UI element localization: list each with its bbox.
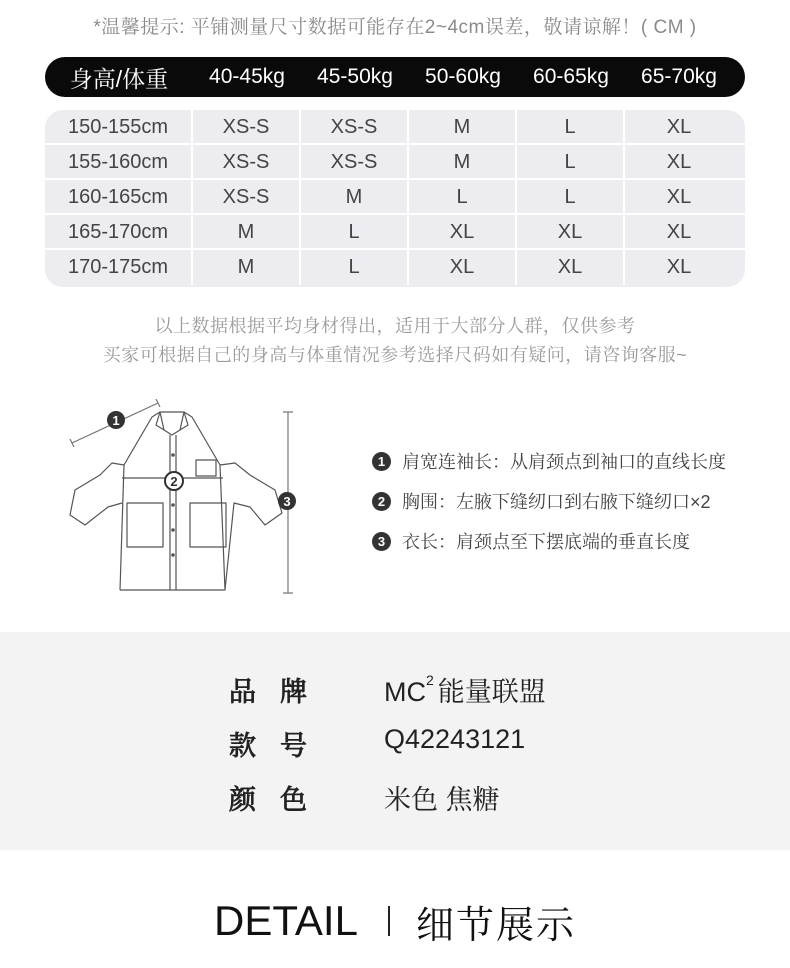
- height-cell: 150-155cm: [45, 110, 193, 145]
- size-cell: L: [517, 145, 625, 180]
- style-label: 款号: [229, 731, 331, 761]
- table-row: [45, 215, 745, 250]
- marker-1: [107, 411, 125, 429]
- marker-3: [278, 492, 296, 510]
- size-cell: XS-S: [301, 145, 409, 180]
- marker-1-label: 1: [112, 413, 120, 428]
- size-cell: XL: [517, 215, 625, 250]
- size-cell: M: [409, 145, 517, 180]
- table-row: [45, 180, 745, 215]
- note-line-2: 买家可根据自己的身高与体重情况参考选择尺码如有疑问，请咨询客服~: [102, 345, 688, 365]
- height-cell: 155-160cm: [45, 145, 193, 180]
- height-cell: 165-170cm: [45, 215, 193, 250]
- legend-text: 胸围：左腋下缝纫口到右腋下缝纫口×2: [402, 492, 711, 512]
- shoulder-line: [124, 412, 220, 465]
- brand-label: 品牌: [229, 677, 331, 707]
- size-cell: XL: [666, 256, 692, 278]
- legend-number-2: 2: [372, 492, 391, 511]
- button: [171, 453, 175, 457]
- right-pocket: [190, 503, 226, 547]
- header-weight-col: 40-45kg: [209, 65, 285, 88]
- size-cell: L: [301, 215, 409, 250]
- brand-value-rest: 能量联盟: [437, 677, 546, 707]
- legend-item-length: [372, 528, 690, 554]
- button: [171, 528, 175, 532]
- info-row-color: [0, 778, 790, 818]
- size-cell: XS-S: [301, 110, 409, 145]
- product-info-section: [0, 632, 790, 850]
- marker-2: [165, 472, 183, 490]
- brand-value-main: MC: [384, 677, 426, 707]
- marker-3-label: 3: [283, 494, 291, 509]
- size-cell: M: [409, 110, 517, 145]
- legend-item-chest: [372, 488, 711, 514]
- table-row: [45, 110, 745, 145]
- size-cell: XL: [666, 186, 692, 208]
- size-cell: XL: [517, 250, 625, 285]
- note-line-1: 以上数据根据平均身材得出，适用于大部分人群，仅供参考: [154, 316, 636, 336]
- chest-pocket: [196, 460, 216, 476]
- header-weight-col: 45-50kg: [317, 65, 393, 88]
- size-chart-header: [45, 57, 745, 97]
- legend-text: 肩宽连袖长：从肩颈点到袖口的直线长度: [402, 452, 726, 472]
- height-cell: 170-175cm: [45, 250, 193, 285]
- legend-number-1: 1: [372, 452, 391, 471]
- size-cell: XS-S: [193, 110, 301, 145]
- size-cell: L: [301, 250, 409, 285]
- placket: [170, 435, 176, 590]
- size-cell: XL: [666, 151, 692, 173]
- detail-divider: [388, 906, 390, 936]
- header-weight-col: 50-60kg: [425, 65, 501, 88]
- detail-heading-cn: 细节展示: [415, 904, 576, 947]
- size-cell: XL: [666, 116, 692, 138]
- size-cell: XS-S: [193, 180, 301, 215]
- size-cell: L: [517, 180, 625, 215]
- height-cell: 160-165cm: [45, 180, 193, 215]
- size-cell: M: [301, 180, 409, 215]
- size-cell: L: [409, 180, 517, 215]
- brand-value: [384, 670, 546, 709]
- size-cell: XL: [409, 250, 517, 285]
- garment-measurement-diagram: [60, 395, 310, 605]
- size-cell: XL: [666, 221, 692, 243]
- style-value: Q42243121: [384, 724, 526, 754]
- button: [171, 553, 175, 557]
- size-cell: L: [517, 110, 625, 145]
- size-cell: M: [193, 215, 301, 250]
- color-value: 米色 焦糖: [384, 785, 500, 815]
- size-cell: XS-S: [193, 145, 301, 180]
- header-weight-col: 60-65kg: [533, 65, 609, 88]
- info-row-style: [0, 724, 790, 764]
- measurement-notice: *温馨提示: 平铺测量尺寸数据可能存在2~4cm误差，敬请谅解！( CM ): [93, 17, 697, 38]
- header-height-weight: 身高/体重: [69, 65, 169, 92]
- button: [171, 503, 175, 507]
- legend-number-3: 3: [372, 532, 391, 551]
- detail-heading-en: DETAIL: [214, 897, 358, 944]
- info-row-brand: [0, 670, 790, 710]
- marker-2-label: 2: [170, 474, 178, 489]
- size-chart-table: [45, 110, 745, 287]
- detail-heading: [0, 896, 790, 946]
- left-pocket: [127, 503, 163, 547]
- legend-item-shoulder-sleeve: [372, 448, 726, 474]
- table-row: [45, 250, 745, 285]
- size-cell: M: [193, 250, 301, 285]
- legend-text: 衣长：肩颈点至下摆底端的垂直长度: [402, 532, 690, 552]
- brand-value-sup: 2: [426, 672, 434, 688]
- color-label: 颜色: [229, 785, 331, 815]
- table-row: [45, 145, 745, 180]
- header-weight-col: 65-70kg: [641, 65, 717, 88]
- size-cell: XL: [409, 215, 517, 250]
